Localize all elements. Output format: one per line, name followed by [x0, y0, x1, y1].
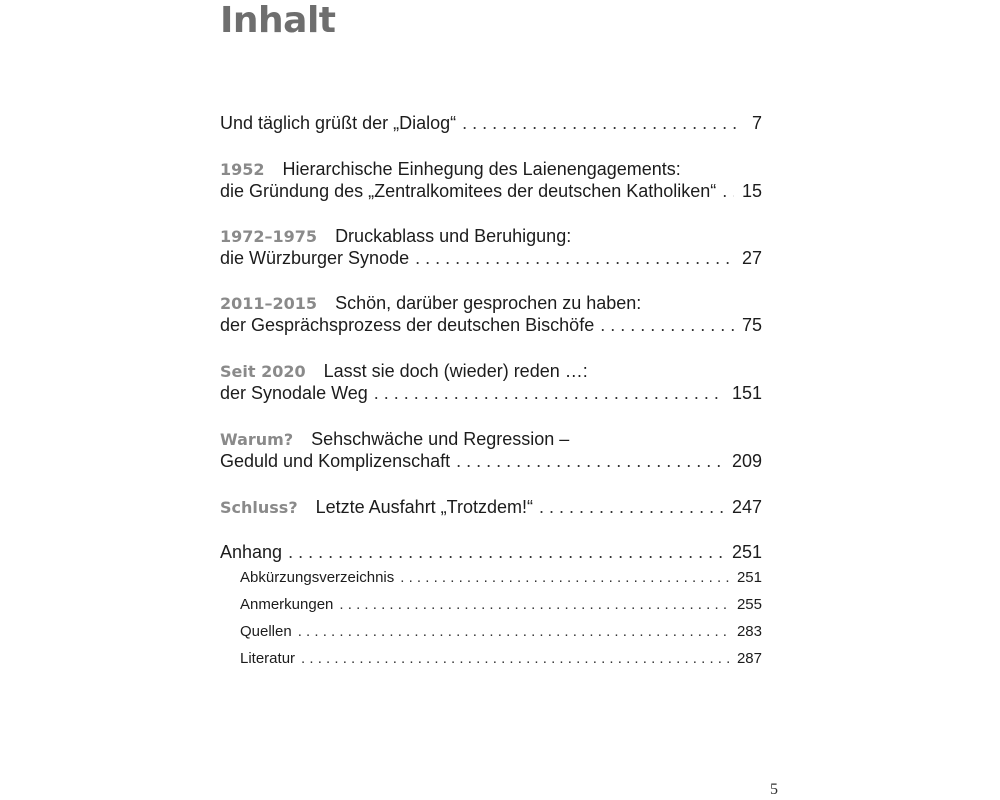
toc-entry-year: 1952 — [220, 160, 265, 179]
toc-entry-2011-2015[interactable] — [220, 292, 762, 336]
leader-dots — [539, 496, 724, 518]
toc-subentry-text: Abkürzungsverzeichnis — [240, 569, 395, 586]
leader-dots — [298, 621, 729, 643]
toc-entry-text: der Synodale Weg — [220, 383, 368, 403]
toc-entry-anhang[interactable] — [220, 541, 762, 563]
toc-entry-1952[interactable] — [220, 158, 762, 202]
toc-entry-text: die Gründung des „Zentralkomitees der deutschen Katholiken“ — [220, 181, 717, 201]
toc-page-number: 283 — [736, 623, 762, 640]
toc-subentry-abkuerzungen[interactable] — [240, 567, 762, 594]
toc-entry-heading: Schön, darüber gesprochen zu haben: — [335, 293, 642, 313]
toc-page-number: 247 — [731, 497, 762, 517]
toc-entry-dialog[interactable] — [220, 112, 762, 134]
toc-subentry-text: Anmerkungen — [240, 596, 334, 613]
toc-entry-heading: Druckablass und Beruhigung: — [335, 226, 572, 246]
toc-page-number: 251 — [736, 569, 762, 586]
toc-page-number: 151 — [731, 383, 762, 403]
page-title: Inhalt — [220, 0, 336, 41]
toc-entry-heading: Sehschwäche und Regression – — [311, 429, 570, 449]
toc-entry-seit-2020[interactable] — [220, 360, 762, 404]
toc-entry-1972-1975[interactable] — [220, 225, 762, 269]
toc-page-number: 15 — [741, 181, 762, 201]
leader-dots — [400, 567, 729, 589]
toc-subentry-quellen[interactable] — [240, 621, 762, 648]
toc-entry-text: Und täglich grüßt der „Dialog“ — [220, 113, 457, 133]
toc-entry-warum[interactable] — [220, 428, 762, 472]
toc-entry-year: 1972–1975 — [220, 227, 318, 246]
leader-dots — [288, 541, 724, 563]
toc-entry-heading: Hierarchische Einhegung des Laienengagements: — [282, 159, 681, 179]
toc-subentry-anmerkungen[interactable] — [240, 594, 762, 621]
toc-entry-year: 2011–2015 — [220, 294, 318, 313]
leader-dots — [415, 247, 734, 269]
toc-entry-year: Seit 2020 — [220, 362, 306, 381]
toc-entry-text: der Gesprächsprozess der deutschen Bischöfe — [220, 315, 595, 335]
toc-page-number: 7 — [751, 113, 762, 133]
toc-subentry-text: Quellen — [240, 623, 292, 640]
toc-entry-text: Letzte Ausfahrt „Trotzdem!“ — [315, 497, 534, 517]
leader-dots — [339, 594, 729, 616]
leader-dots — [456, 450, 724, 472]
toc-page-number: 251 — [731, 542, 762, 562]
toc-entry-text: Anhang — [220, 542, 283, 562]
leader-dots — [462, 112, 736, 134]
leader-dots — [600, 314, 734, 336]
leader-dots — [374, 382, 724, 404]
toc-page-number: 255 — [736, 596, 762, 613]
toc-entry-year: Schluss? — [220, 498, 298, 517]
leader-dots — [301, 648, 729, 670]
toc-entry-text: die Würzburger Synode — [220, 248, 410, 268]
toc-entry-text: Geduld und Komplizenschaft — [220, 451, 451, 471]
toc-entry-heading: Lasst sie doch (wieder) reden …: — [323, 361, 588, 381]
leader-dots — [722, 180, 734, 202]
toc-subentries — [220, 567, 762, 675]
toc-entry-year: Warum? — [220, 430, 294, 449]
toc-page-number: 287 — [736, 650, 762, 667]
toc-subentry-literatur[interactable] — [240, 648, 762, 675]
toc-entry-schluss[interactable] — [220, 496, 762, 518]
toc-page-number: 75 — [741, 315, 762, 335]
toc-page-number: 27 — [741, 248, 762, 268]
toc-page-number: 209 — [731, 451, 762, 471]
toc-subentry-text: Literatur — [240, 650, 296, 667]
page-folio-number: 5 — [770, 781, 778, 798]
